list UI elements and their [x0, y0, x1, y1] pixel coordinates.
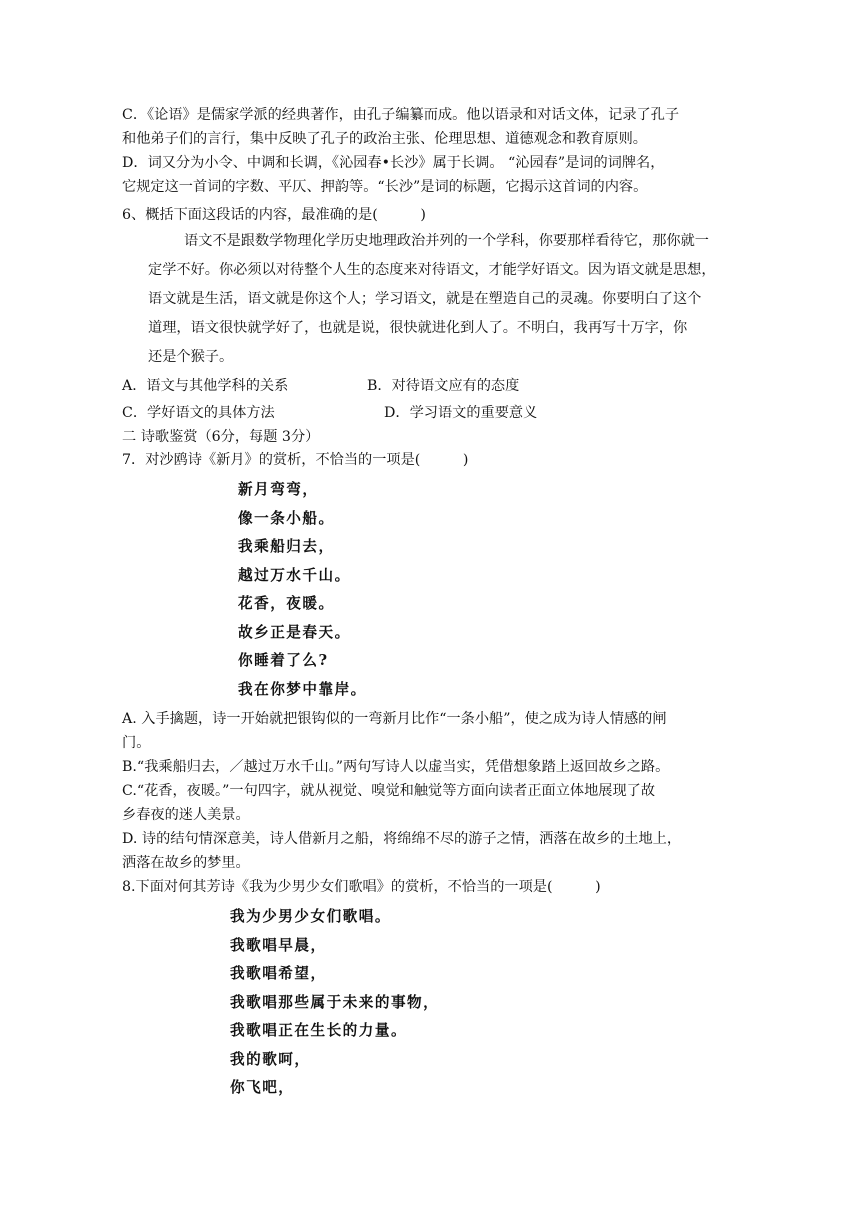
q6-option-a: A．语文与其他学科的关系: [122, 378, 289, 394]
q7-poem: [122, 476, 742, 704]
q6-options-row2: [122, 400, 742, 426]
q6-passage-line: 还是个猴子。: [148, 349, 234, 365]
poem-line: 我歌唱早晨，: [230, 936, 327, 954]
q6-passage-line: 语文就是生活，语文就是你这个人；学习语文，就是在塑造自己的灵魂。你要明白了这个: [148, 291, 702, 307]
poem-line: 我歌唱那些属于未来的事物，: [230, 993, 440, 1011]
q6-question: 6、概括下面这段话的内容，最准确的是( ): [122, 207, 426, 223]
q7-option-c-line2: 乡春夜的迷人美景。: [122, 807, 250, 823]
q6-option-c: C．学好语文的具体方法: [122, 405, 275, 421]
q7-option-d-line1: D. 诗的结句情深意美，诗人借新月之船，将绵绵不尽的游子之情，洒落在故乡的土地上，: [122, 831, 682, 847]
q6-option-b: B．对待语文应有的态度: [367, 378, 520, 394]
q6-option-d: D．学习语文的重要意义: [384, 405, 538, 421]
q7-option-a-line2: 门。: [122, 735, 151, 751]
poem-line: 像一条小船。: [238, 509, 335, 527]
poem-line: 我为少男少女们歌唱。: [230, 908, 391, 925]
q6-passage-line: 语文不是跟数学物理化学历史地理政治并列的一个学科，你要那样看待它，那你就一: [184, 233, 709, 249]
poem-line: 我歌唱正在生长的力量。: [230, 1022, 408, 1039]
page-content: [122, 103, 742, 1103]
poem-line: 花香，夜暖。: [238, 595, 335, 612]
q5-option-d-line2: 它规定这一首词的字数、平仄、押韵等。“长沙”是词的标题，它揭示这首词的内容。: [122, 179, 648, 195]
q8-poem: [122, 903, 742, 1103]
q6-passage: [148, 227, 738, 372]
poem-line: 越过万水千山。: [238, 566, 351, 584]
poem-line: 我的歌呵，: [230, 1050, 311, 1068]
q5-option-d-line1: D．词又分为小令、中调和长调，《沁园春•长沙》属于长调。 “沁园春”是词的词牌名，: [122, 155, 665, 171]
q6-options-row1: [122, 372, 742, 400]
q7-option-d-line2: 洒落在故乡的梦里。: [122, 855, 250, 871]
poem-line: 新月弯弯，: [238, 481, 319, 498]
section-heading: 二 诗歌鉴赏（6分，每题 3分）: [122, 429, 320, 445]
poem-line: 故乡正是春天。: [238, 623, 351, 641]
q6-passage-line: 道理，语文很快就学好了，也就是说，很快就进化到人了。不明白，我再写十万字，你: [148, 320, 688, 336]
q5-option-c-line1: C．《论语》是儒家学派的经典著作，由孔子编纂而成。他以语录和对话文体，记录了孔子: [122, 107, 680, 123]
q7-option-a-line1: A. 入手擒题，诗一开始就把银钩似的一弯新月比作“一条小船”，使之成为诗人情感的闸: [122, 711, 667, 727]
q7-question: 7．对沙鸥诗《新月》的赏析，不恰当的一项是( ): [122, 452, 469, 468]
q7-option-c-line1: C.“花香，夜暖。”一句四字，就从视觉、嗅觉和触觉等方面向读者正面立体地展现了故: [122, 783, 656, 799]
poem-line: 我在你梦中靠岸。: [238, 680, 367, 698]
poem-line: 我乘船归去，: [238, 538, 335, 555]
poem-line: 你睡着了么?: [238, 652, 329, 669]
poem-line: 你飞吧，: [230, 1079, 295, 1096]
q6-passage-line: 定学不好。你必须以对待整个人生的态度来对待语文，才能学好语文。因为语文就是思想，: [148, 262, 716, 278]
q8-question: 8.下面对何其芳诗《我为少男少女们歌唱》的赏析，不恰当的一项是( ): [122, 879, 601, 895]
q5-option-c-line2: 和他弟子们的言行，集中反映了孔子的政治主张、伦理思想、道德观念和教育原则。: [122, 131, 647, 147]
poem-line: 我歌唱希望，: [230, 965, 327, 982]
q7-option-b: B.“我乘船归去，／越过万水千山。”两句写诗人以虚当实，凭借想象踏上返回故乡之路。: [122, 759, 670, 775]
